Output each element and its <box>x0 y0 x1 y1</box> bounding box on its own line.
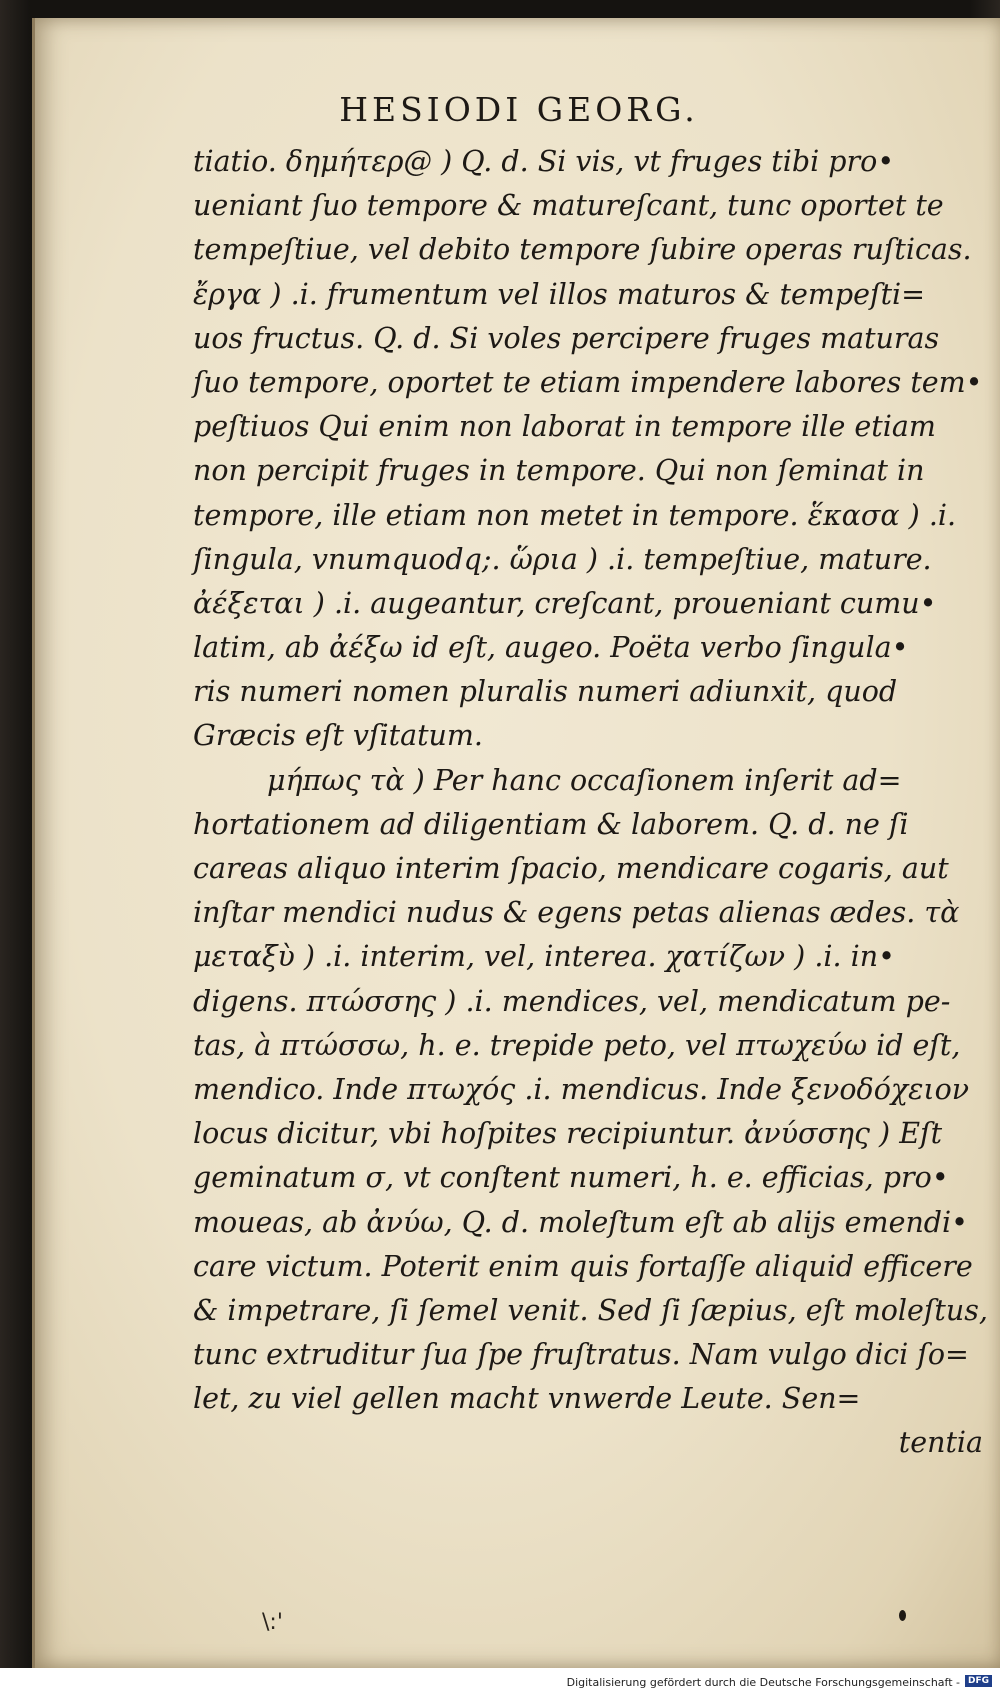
text-line: moueas, ab ἀνύω, Q. d. moleſtum eſt ab alijs emendi• <box>193 1205 968 1239</box>
text-line: Græcis eſt vſitatum. <box>193 719 483 753</box>
text-line: tas, à πτώσσω, h. e. trepide peto, vel πτωχεύω id eſt, <box>193 1028 961 1062</box>
ink-spot <box>899 1610 906 1621</box>
text-line: hortationem ad diligentiam & laborem. Q. d. ne ſi <box>193 807 909 841</box>
commentary-text <box>193 140 988 1466</box>
text-line: inſtar mendici nudus & egens petas alienas ædes. τὰ <box>193 896 960 930</box>
text-line: tempeſtiue, vel debito tempore ſubire operas ruſticas. <box>193 233 972 267</box>
catchword: tentia <box>898 1426 983 1460</box>
text-line: geminatum σ, vt conſtent numeri, h. e. efficias, pro• <box>193 1161 949 1195</box>
text-line: digens. πτώσσης ) .i. mendices, vel, mendicatum pe- <box>193 984 951 1018</box>
text-line: μεταξὺ ) .i. interim, vel, interea. χατίζων ) .i. in• <box>193 940 895 974</box>
text-line: ἀέξεται ) .i. augeantur, creſcant, proueniant cumu• <box>193 586 937 620</box>
text-line: latim, ab ἀέξω id eſt, augeo. Poëta verbo ſingula• <box>193 631 909 665</box>
text-line: care victum. Poterit enim quis fortaſſe aliquid efficere <box>193 1249 973 1283</box>
book-page <box>32 18 1000 1668</box>
text-line: ſuo tempore, oportet te etiam impendere labores tem• <box>193 365 983 399</box>
funding-credit: Digitalisierung gefördert durch die Deutsche Forschungsgemeinschaft - <box>566 1676 960 1689</box>
text-line: non percipit fruges in tempore. Qui non ſeminat in <box>193 454 925 488</box>
text-line: tempore, ille etiam non metet in tempore. ἕκασα ) .i. <box>193 498 957 532</box>
text-line: let, zu viel gellen macht vnwerde Leute. Sen= <box>193 1382 861 1416</box>
running-head: HESIODI GEORG. <box>339 90 699 129</box>
text-line-paragraph-start: μήπως τὰ ) Per hanc occaſionem inſerit ad= <box>267 763 902 797</box>
text-line: uos fructus. Q. d. Si voles percipere fruges maturas <box>193 321 940 355</box>
text-line: ueniant ſuo tempore & matureſcant, tunc oportet te <box>193 189 944 223</box>
dfg-logo: DFG <box>965 1675 992 1687</box>
text-line: locus dicitur, vbi hoſpites recipiuntur. ἀνύσσης ) Eſt <box>193 1117 943 1151</box>
text-line: tunc extruditur ſua ſpe fruſtratus. Nam vulgo dici ſo= <box>193 1338 969 1372</box>
text-line: careas aliquo interim ſpacio, mendicare cogaris, aut <box>193 852 949 885</box>
text-line: mendico. Inde πτωχός .i. mendicus. Inde ξενοδόχειον <box>193 1072 970 1106</box>
text-line: ſingula, vnumquodq;. ὥριa ) .i. tempeſtiue, mature. <box>193 542 932 576</box>
page-marks: \:' <box>262 1610 283 1635</box>
text-line: ἔργα ) .i. frumentum vel illos maturos & tempeſti= <box>193 277 926 311</box>
text-line: & impetrare, ſi ſemel venit. Sed ſi ſæpius, eſt moleſtus, <box>193 1293 988 1327</box>
text-line: tiatio. δημήτερ@ ) Q. d. Si vis, vt fruges tibi pro• <box>193 145 895 178</box>
text-line: ris numeri nomen pluralis numeri adiunxit, quod <box>193 675 898 709</box>
text-line: peſtiuos Qui enim non laborat in tempore ille etiam <box>193 410 936 444</box>
